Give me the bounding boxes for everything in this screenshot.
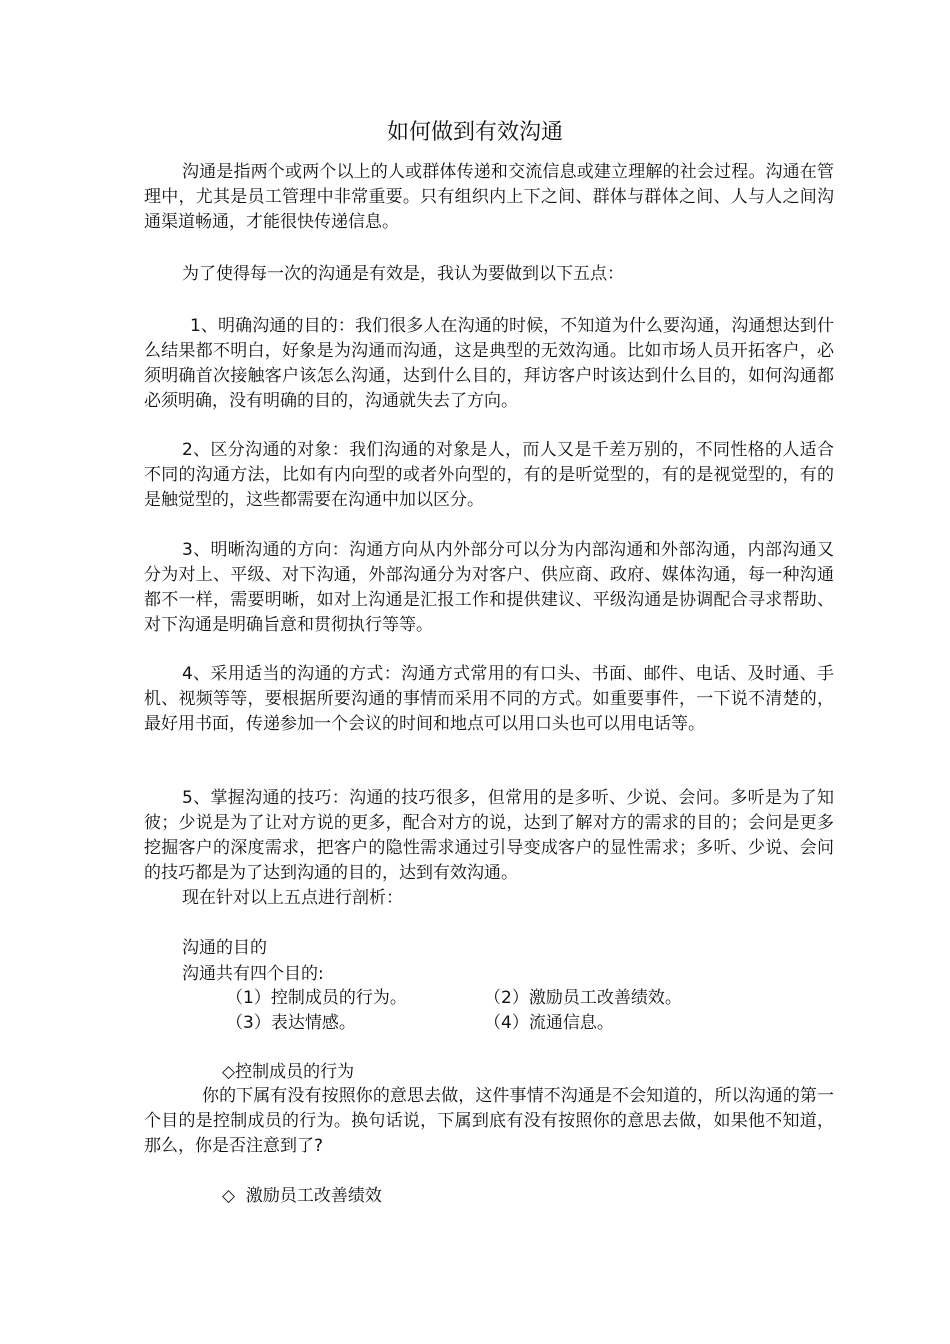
purpose-item-4: （4）流通信息。 (484, 1013, 614, 1033)
point-3-paragraph: 3、明晰沟通的方向：沟通方向从内外部分可以分为内部沟通和外部沟通，内部沟通又分为对上、平级、对下沟通，外部沟通分为对客户、供应商、政府、媒体沟通，每一种沟通都不一样，需要明晰，如对上沟通是汇报工作和提供建议、平级沟通是协调配合寻求帮助、对下沟通是明确旨意和贯彻执行等等。 (144, 540, 834, 635)
section-heading: 沟通的目的 (182, 938, 267, 958)
purposes-intro: 沟通共有四个目的: (182, 964, 324, 984)
analysis-intro: 现在针对以上五点进行剖析： (182, 888, 403, 908)
subsection-2-heading: ◇ 激励员工改善绩效 (222, 1186, 382, 1206)
point-4-paragraph: 4、采用适当的沟通的方式：沟通方式常用的有口头、书面、邮件、电话、及时通、手机、视频等等，要根据所要沟通的事情而采用不同的方式。如重要事件，一下说不清楚的，最好用书面，传递参加一个会议的时间和地点可以用口头也可以用电话等。 (144, 664, 834, 734)
point-5-paragraph: 5、掌握沟通的技巧：沟通的技巧很多，但常用的是多听、少说、会问。多听是为了知彼；少说是为了让对方说的更多，配合对方的说，达到了解对方的需求的目的；会问是更多挖掘客户的深度需求，把客户的隐性需求通过引导变成客户的显性需求；多听、少说、会问的技巧都是为了达到沟通的目的，达到有效沟通。 (144, 788, 834, 883)
point-1-paragraph: 1、明确沟通的目的：我们很多人在沟通的时候，不知道为什么要沟通，沟通想达到什么结果都不明白，好象是为沟通而沟通，这是典型的无效沟通。比如市场人员开拓客户，必须明确首次接触客户该怎么沟通，达到什么目的，拜访客户时该达到什么目的，如何沟通都必须明确，没有明确的目的，沟通就失去了方向。 (144, 316, 834, 411)
purpose-item-1: （1）控制成员的行为。 (226, 988, 407, 1008)
subsection-1-heading: ◇控制成员的行为 (222, 1062, 355, 1082)
purpose-item-3: （3）表达情感。 (226, 1013, 356, 1033)
subsection-1-paragraph: 你的下属有没有按照你的意思去做，这件事情不沟通是不会知道的，所以沟通的第一个目的是控制成员的行为。换句话说，下属到底有没有按照你的意思去做，如果他不知道，那么，你是否注意到了? (144, 1086, 834, 1156)
lead-paragraph: 为了使得每一次的沟通是有效是，我认为要做到以下五点： (182, 264, 624, 284)
document-title: 如何做到有效沟通 (386, 120, 563, 145)
purpose-item-2: （2）激励员工改善绩效。 (484, 988, 682, 1008)
intro-paragraph: 沟通是指两个或两个以上的人或群体传递和交流信息或建立理解的社会过程。沟通在管理中，尤其是员工管理中非常重要。只有组织内上下之间、群体与群体之间、人与人之间沟通渠道畅通，才能很快传递信息。 (144, 162, 834, 232)
point-2-paragraph: 2、区分沟通的对象：我们沟通的对象是人，而人又是千差万别的，不同性格的人适合不同的沟通方法，比如有内向型的或者外向型的，有的是听觉型的，有的是视觉型的，有的是触觉型的，这些都需要在沟通中加以区分。 (144, 440, 834, 510)
